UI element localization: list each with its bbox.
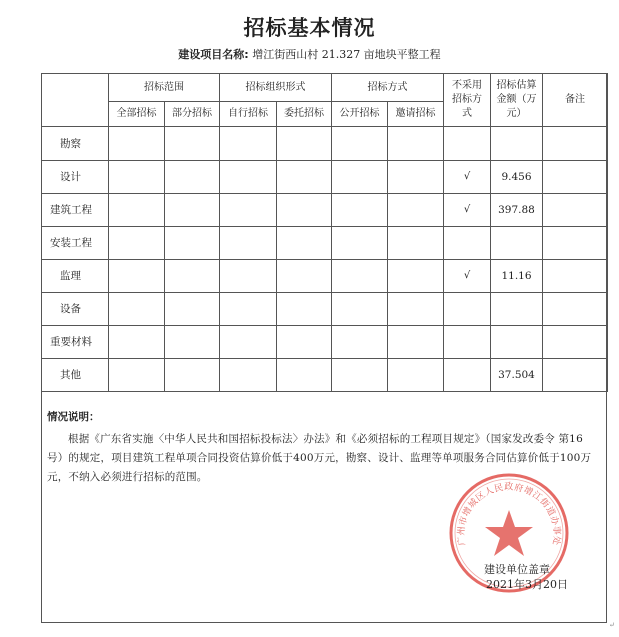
- not-adopted-cell: [444, 227, 491, 260]
- empty-cell: [332, 127, 388, 161]
- empty-cell: [220, 260, 277, 293]
- remark-cell: [543, 194, 608, 227]
- table-row: [42, 127, 608, 161]
- empty-cell: [277, 161, 332, 194]
- row-label: 监理: [42, 260, 109, 293]
- notes-text: 根据《广东省实施〈中华人民共和国招标投标法〉办法》和《必须招标的工程项目规定》（国家发改委令 第16号）的规定，项目建筑工程单项合同投资估算价低于400万元，勘察、设计、监理等单项服务合同估算价低于100万元，不纳入必须进行招标的范围。: [47, 433, 592, 483]
- empty-cell: [388, 161, 444, 194]
- remark-cell: [543, 293, 608, 326]
- header-method: 招标方式: [332, 74, 444, 102]
- corner-cell: [42, 74, 109, 127]
- amount-cell: [491, 127, 543, 161]
- sign-date: 2021年3月20日: [486, 578, 568, 591]
- table-row: [42, 161, 608, 194]
- subheader-cell: 公开招标: [332, 102, 388, 127]
- row-label: 设计: [42, 161, 109, 194]
- subheader-cell: 邀请招标: [388, 102, 444, 127]
- empty-cell: [332, 161, 388, 194]
- amount-cell: [491, 227, 543, 260]
- not-adopted-cell: √: [444, 161, 491, 194]
- empty-cell: [388, 127, 444, 161]
- empty-cell: [109, 260, 165, 293]
- header-remarks: 备注: [543, 74, 608, 127]
- bid-table: [41, 73, 608, 392]
- row-label: 安装工程: [42, 227, 109, 260]
- empty-cell: [165, 161, 220, 194]
- empty-cell: [277, 227, 332, 260]
- paragraph-mark: ↵: [609, 621, 615, 629]
- empty-cell: [332, 227, 388, 260]
- empty-cell: [332, 326, 388, 359]
- project-name: 增江街西山村 21.327 亩地块平整工程: [252, 48, 441, 61]
- subheader-cell: 委托招标: [277, 102, 332, 127]
- table-row: [42, 227, 608, 260]
- row-label: 设备: [42, 293, 109, 326]
- remark-cell: [543, 227, 608, 260]
- empty-cell: [220, 326, 277, 359]
- seal-text: 广州市增城区人民政府增江街道办事处: [456, 482, 562, 547]
- empty-cell: [332, 194, 388, 227]
- not-adopted-cell: [444, 359, 491, 392]
- not-adopted-cell: [444, 127, 491, 161]
- subheader-cell: 自行招标: [220, 102, 277, 127]
- empty-cell: [220, 161, 277, 194]
- table-row: [42, 194, 608, 227]
- remark-cell: [543, 326, 608, 359]
- empty-cell: [109, 227, 165, 260]
- table-row: [42, 260, 608, 293]
- empty-cell: [165, 293, 220, 326]
- header-scope: 招标范围: [109, 74, 220, 102]
- empty-cell: [277, 359, 332, 392]
- row-label: 勘察: [42, 127, 109, 161]
- not-adopted-cell: √: [444, 194, 491, 227]
- empty-cell: [109, 194, 165, 227]
- row-label: 重要材料: [42, 326, 109, 359]
- amount-cell: [491, 326, 543, 359]
- empty-cell: [109, 161, 165, 194]
- subheader-cell: 部分招标: [165, 102, 220, 127]
- empty-cell: [109, 326, 165, 359]
- empty-cell: [332, 260, 388, 293]
- not-adopted-cell: [444, 326, 491, 359]
- row-label: 其他: [42, 359, 109, 392]
- empty-cell: [165, 194, 220, 227]
- amount-cell: [491, 293, 543, 326]
- empty-cell: [220, 227, 277, 260]
- amount-cell: 37.504: [491, 359, 543, 392]
- amount-cell: 397.88: [491, 194, 543, 227]
- row-label: 建筑工程: [42, 194, 109, 227]
- empty-cell: [109, 127, 165, 161]
- not-adopted-cell: [444, 293, 491, 326]
- empty-cell: [165, 359, 220, 392]
- not-adopted-cell: √: [444, 260, 491, 293]
- empty-cell: [388, 359, 444, 392]
- empty-cell: [388, 293, 444, 326]
- page-title: 招标基本情况: [243, 16, 376, 40]
- empty-cell: [220, 194, 277, 227]
- empty-cell: [109, 293, 165, 326]
- header-organization: 招标组织形式: [220, 74, 332, 102]
- empty-cell: [277, 194, 332, 227]
- project-line: [0, 46, 619, 62]
- empty-cell: [220, 293, 277, 326]
- unit-seal-label: 建设单位盖章: [484, 563, 550, 576]
- table-row: [42, 359, 608, 392]
- empty-cell: [165, 127, 220, 161]
- empty-cell: [220, 127, 277, 161]
- project-label: 建设项目名称:: [178, 48, 249, 61]
- remark-cell: [543, 260, 608, 293]
- table-row: [42, 293, 608, 326]
- remark-cell: [543, 127, 608, 161]
- subheader-cell: 全部招标: [109, 102, 165, 127]
- empty-cell: [388, 326, 444, 359]
- empty-cell: [165, 227, 220, 260]
- remark-cell: [543, 359, 608, 392]
- empty-cell: [388, 194, 444, 227]
- remark-cell: [543, 161, 608, 194]
- header-not-adopted: 不采用招标方式: [444, 74, 491, 127]
- empty-cell: [388, 227, 444, 260]
- table-row: [42, 326, 608, 359]
- empty-cell: [109, 359, 165, 392]
- notes-heading: 情况说明：: [47, 411, 100, 423]
- empty-cell: [165, 326, 220, 359]
- empty-cell: [277, 326, 332, 359]
- amount-cell: 9.456: [491, 161, 543, 194]
- empty-cell: [388, 260, 444, 293]
- empty-cell: [220, 359, 277, 392]
- empty-cell: [277, 260, 332, 293]
- empty-cell: [332, 293, 388, 326]
- empty-cell: [277, 127, 332, 161]
- empty-cell: [332, 359, 388, 392]
- amount-cell: 11.16: [491, 260, 543, 293]
- header-estimate: 招标估算金额（万元）: [491, 74, 543, 127]
- empty-cell: [277, 293, 332, 326]
- empty-cell: [165, 260, 220, 293]
